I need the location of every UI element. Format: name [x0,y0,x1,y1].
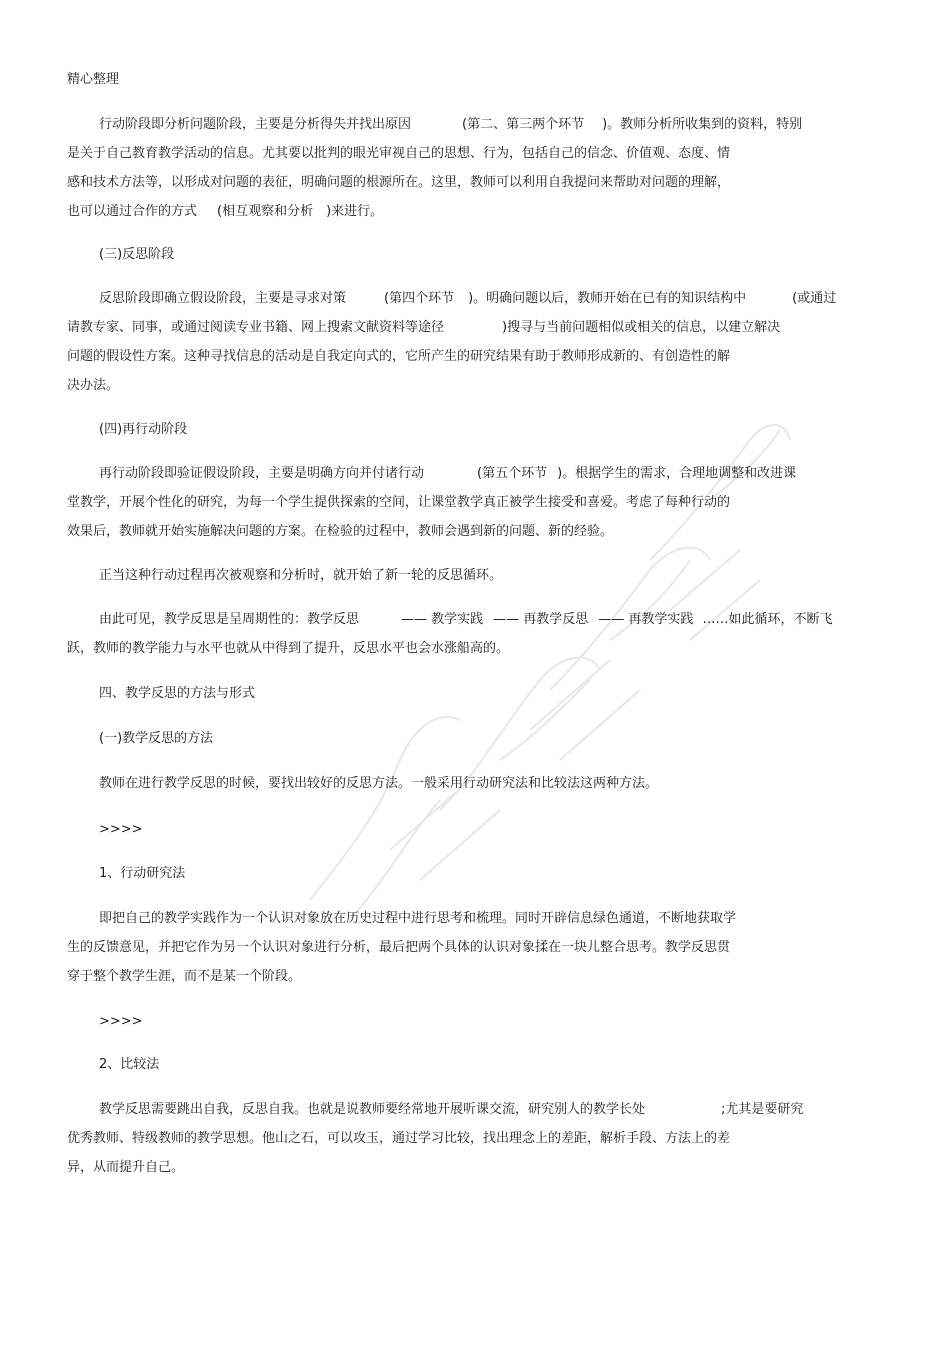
text-line: 优秀教师、特级教师的教学思想。他山之石，可以攻玉，通过学习比较，找出理念上的差距，解析手段、方法上的差 [67,1131,731,1146]
page-header: 精心整理 [67,72,120,87]
text-line: 效果后，教师就开始实施解决问题的方案。在检验的过程中，教师会遇到新的问题、新的经验。 [67,524,614,539]
section-heading: (一)教学反思的方法 [99,731,214,746]
text-segment: 教学反思需要跳出自我，反思自我。也就是说教师要经常地开展听课交流，研究别人的教学长处 [99,1102,646,1117]
text-line [99,116,802,134]
text-segment: 请教专家、同事，或通过阅读专业书籍、网上搜索文献资料等途径 [67,320,445,335]
text-line: 教师在进行教学反思的时候，要找出较好的反思方法。一般采用行动研究法和比较法这两种方法。 [99,776,659,791]
text-segment: ……如此循环，不断飞 [702,612,833,627]
text-line: 堂教学，开展个性化的研究，为每一个学生提供探索的空间，让课堂教学真正被学生接受和喜爱。考虑了每种行动的 [67,495,731,510]
text-line [99,465,796,483]
text-line [99,611,832,629]
text-segment: 反思阶段即确立假设阶段，主要是寻求对策 [99,291,347,306]
text-line: 生的反馈意见，并把它作为另一个认识对象进行分析，最后把两个具体的认识对象揉在一块儿整合思考。教学反思贯 [67,940,731,955]
text-segment: (或通过 [792,291,837,306]
text-line [99,1101,803,1119]
text-segment: 由此可见，教学反思是呈周期性的：教学反思 [99,612,360,627]
text-line: 感和技术方法等，以形成对问题的表征，明确问题的根源所在。这里，教师可以利用自我提问来帮助对问题的理解， [67,175,731,190]
text-segment: )来进行。 [326,204,384,219]
text-segment: )。明确问题以后，教师开始在已有的知识结构中 [468,291,747,306]
text-segment: 再行动阶段即验证假设阶段，主要是明确方向并付诸行动 [99,466,425,481]
text-line: 决办法。 [67,378,120,393]
text-line: 异，从而提升自己。 [67,1160,185,1175]
watermark-graphic [290,380,810,940]
text-segment: )。根据学生的需求，合理地调整和改进课 [557,466,797,481]
text-segment: (相互观察和分析 [217,204,314,219]
text-segment: ;尤其是要研究 [721,1102,804,1117]
text-line: 跃，教师的教学能力与水平也就从中得到了提升，反思水平也会水涨船高的。 [67,641,510,656]
text-segment: —— 教学实践 [401,612,484,627]
text-segment: )。教师分析所收集到的资料，特别 [602,117,803,132]
text-line: 问题的假设性方案。这种寻找信息的活动是自我定向式的，它所产生的研究结果有助于教师形成新的、有创造性的解 [67,349,731,364]
section-heading: 1、行动研究法 [99,866,186,881]
text-segment: (第四个环节 [384,291,455,306]
text-segment: —— 再教学反思 [493,612,589,627]
text-line: 是关于自己教育教学活动的信息。尤其要以批判的眼光审视自己的思想、行为，包括自己的信念、价值观、态度、情 [67,146,731,161]
separator-marker: >>>> [99,822,143,837]
text-segment: —— 再教学实践 [598,612,694,627]
text-line: 穿于整个教学生涯，而不是某一个阶段。 [67,969,302,984]
text-segment: )搜寻与当前问题相似或相关的信息，以建立解决 [502,320,781,335]
section-heading: 2、比较法 [99,1057,160,1072]
text-segment: (第二、第三两个环节 [462,117,585,132]
text-line [99,290,836,308]
text-line: 正当这种行动过程再次被观察和分析时，就开始了新一轮的反思循环。 [99,568,503,583]
text-line: 即把自己的教学实践作为一个认识对象放在历史过程中进行思考和梳理。同时开辟信息绿色通道，不断地获取学 [99,911,737,926]
section-heading: (四)再行动阶段 [99,422,188,437]
text-segment: (第五个环节 [477,466,548,481]
text-line [67,319,780,337]
section-heading: (三)反思阶段 [99,247,175,262]
separator-marker: >>>> [99,1014,143,1029]
text-line [67,203,383,221]
section-heading: 四、教学反思的方法与形式 [99,686,256,701]
text-segment: 也可以通过合作的方式 [67,204,198,219]
text-segment: 行动阶段即分析问题阶段，主要是分析得失并找出原因 [99,117,412,132]
